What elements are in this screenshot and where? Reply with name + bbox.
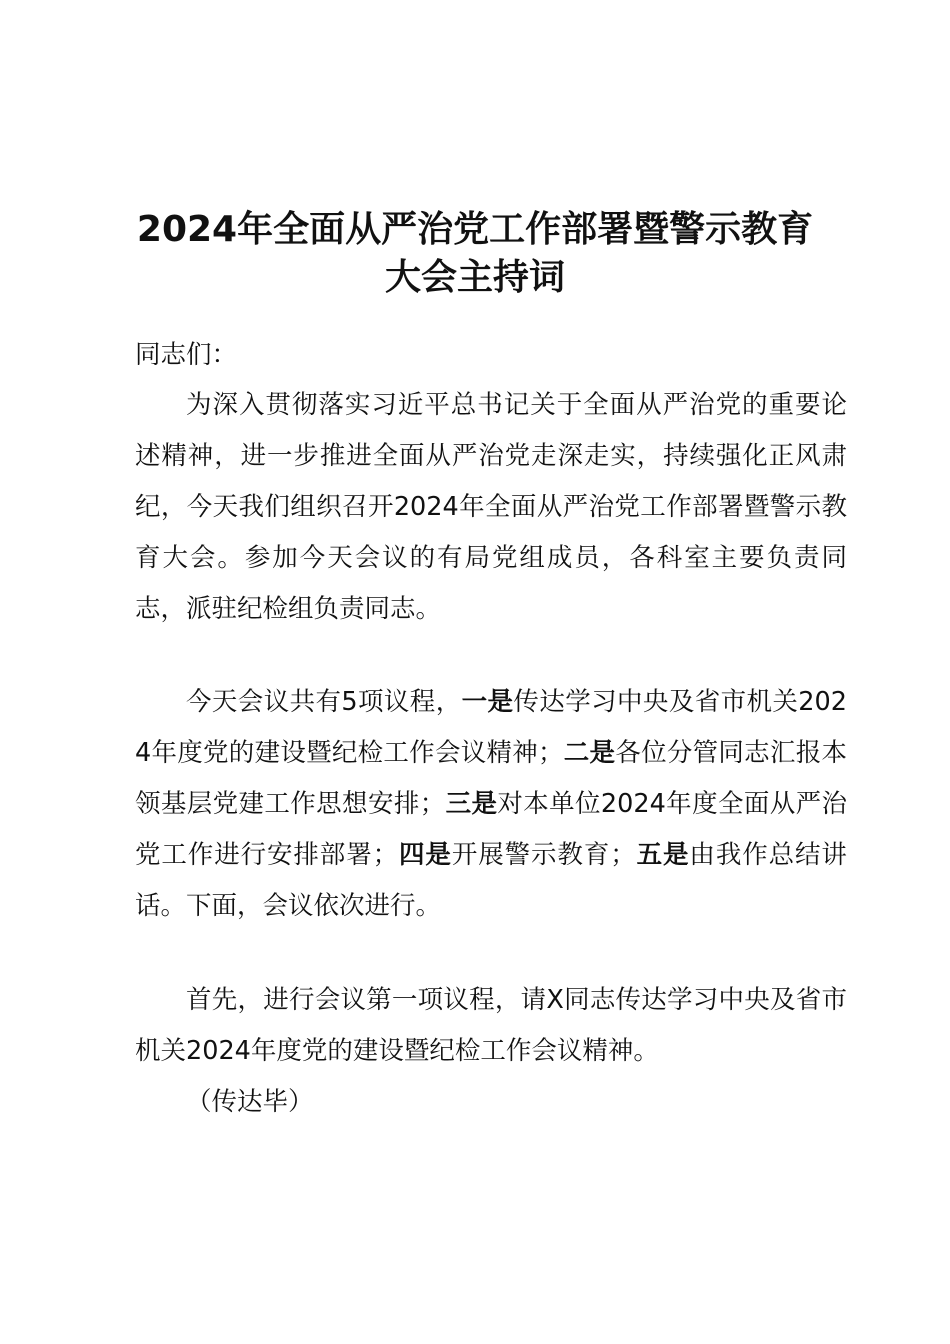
document-title-line-1: 2024年全面从严治党工作部署暨警示教育 [136, 209, 814, 250]
agenda-item-3-marker: 三是 [445, 789, 498, 819]
stage-note: （传达毕） [186, 1087, 314, 1117]
agenda-item-2: 各位分管同志汇报本领基层党建工作思想安排； [135, 738, 847, 819]
agenda-item-3: 对本单位2024年度全面从严治党工作进行安排部署； [135, 789, 847, 870]
greeting: 同志们： [135, 340, 238, 370]
agenda-item-1-marker: 一是 [461, 687, 514, 717]
paragraph-agenda [135, 677, 847, 932]
agenda-lead: 今天会议共有5项议程， [186, 687, 462, 717]
agenda-item-5: 由我作总结讲话。下面，会议依次进行。 [135, 840, 847, 921]
agenda-item-1: 传达学习中央及省市机关2024年度党的建设暨纪检工作会议精神； [135, 687, 847, 768]
document-title-line-2: 大会主持词 [384, 257, 565, 298]
agenda-item-4: 开展警示教育； [451, 840, 636, 870]
agenda-item-5-marker: 五是 [635, 840, 690, 870]
paragraph-intro: 为深入贯彻落实习近平总书记关于全面从严治党的重要论述精神，进一步推进全面从严治党走深走实，持续强化正风肃纪，今天我们组织召开2024年全面从严治党工作部署暨警示教育大会。参加今天会议的有局党组成员，各科室主要负责同志，派驻纪检组负责同志。 [135, 390, 847, 624]
agenda-item-4-marker: 四是 [398, 840, 452, 870]
agenda-item-2-marker: 二是 [563, 738, 616, 768]
paragraph-first-item: 首先，进行会议第一项议程，请X同志传达学习中央及省市机关2024年度党的建设暨纪检工作会议精神。 [135, 985, 847, 1066]
